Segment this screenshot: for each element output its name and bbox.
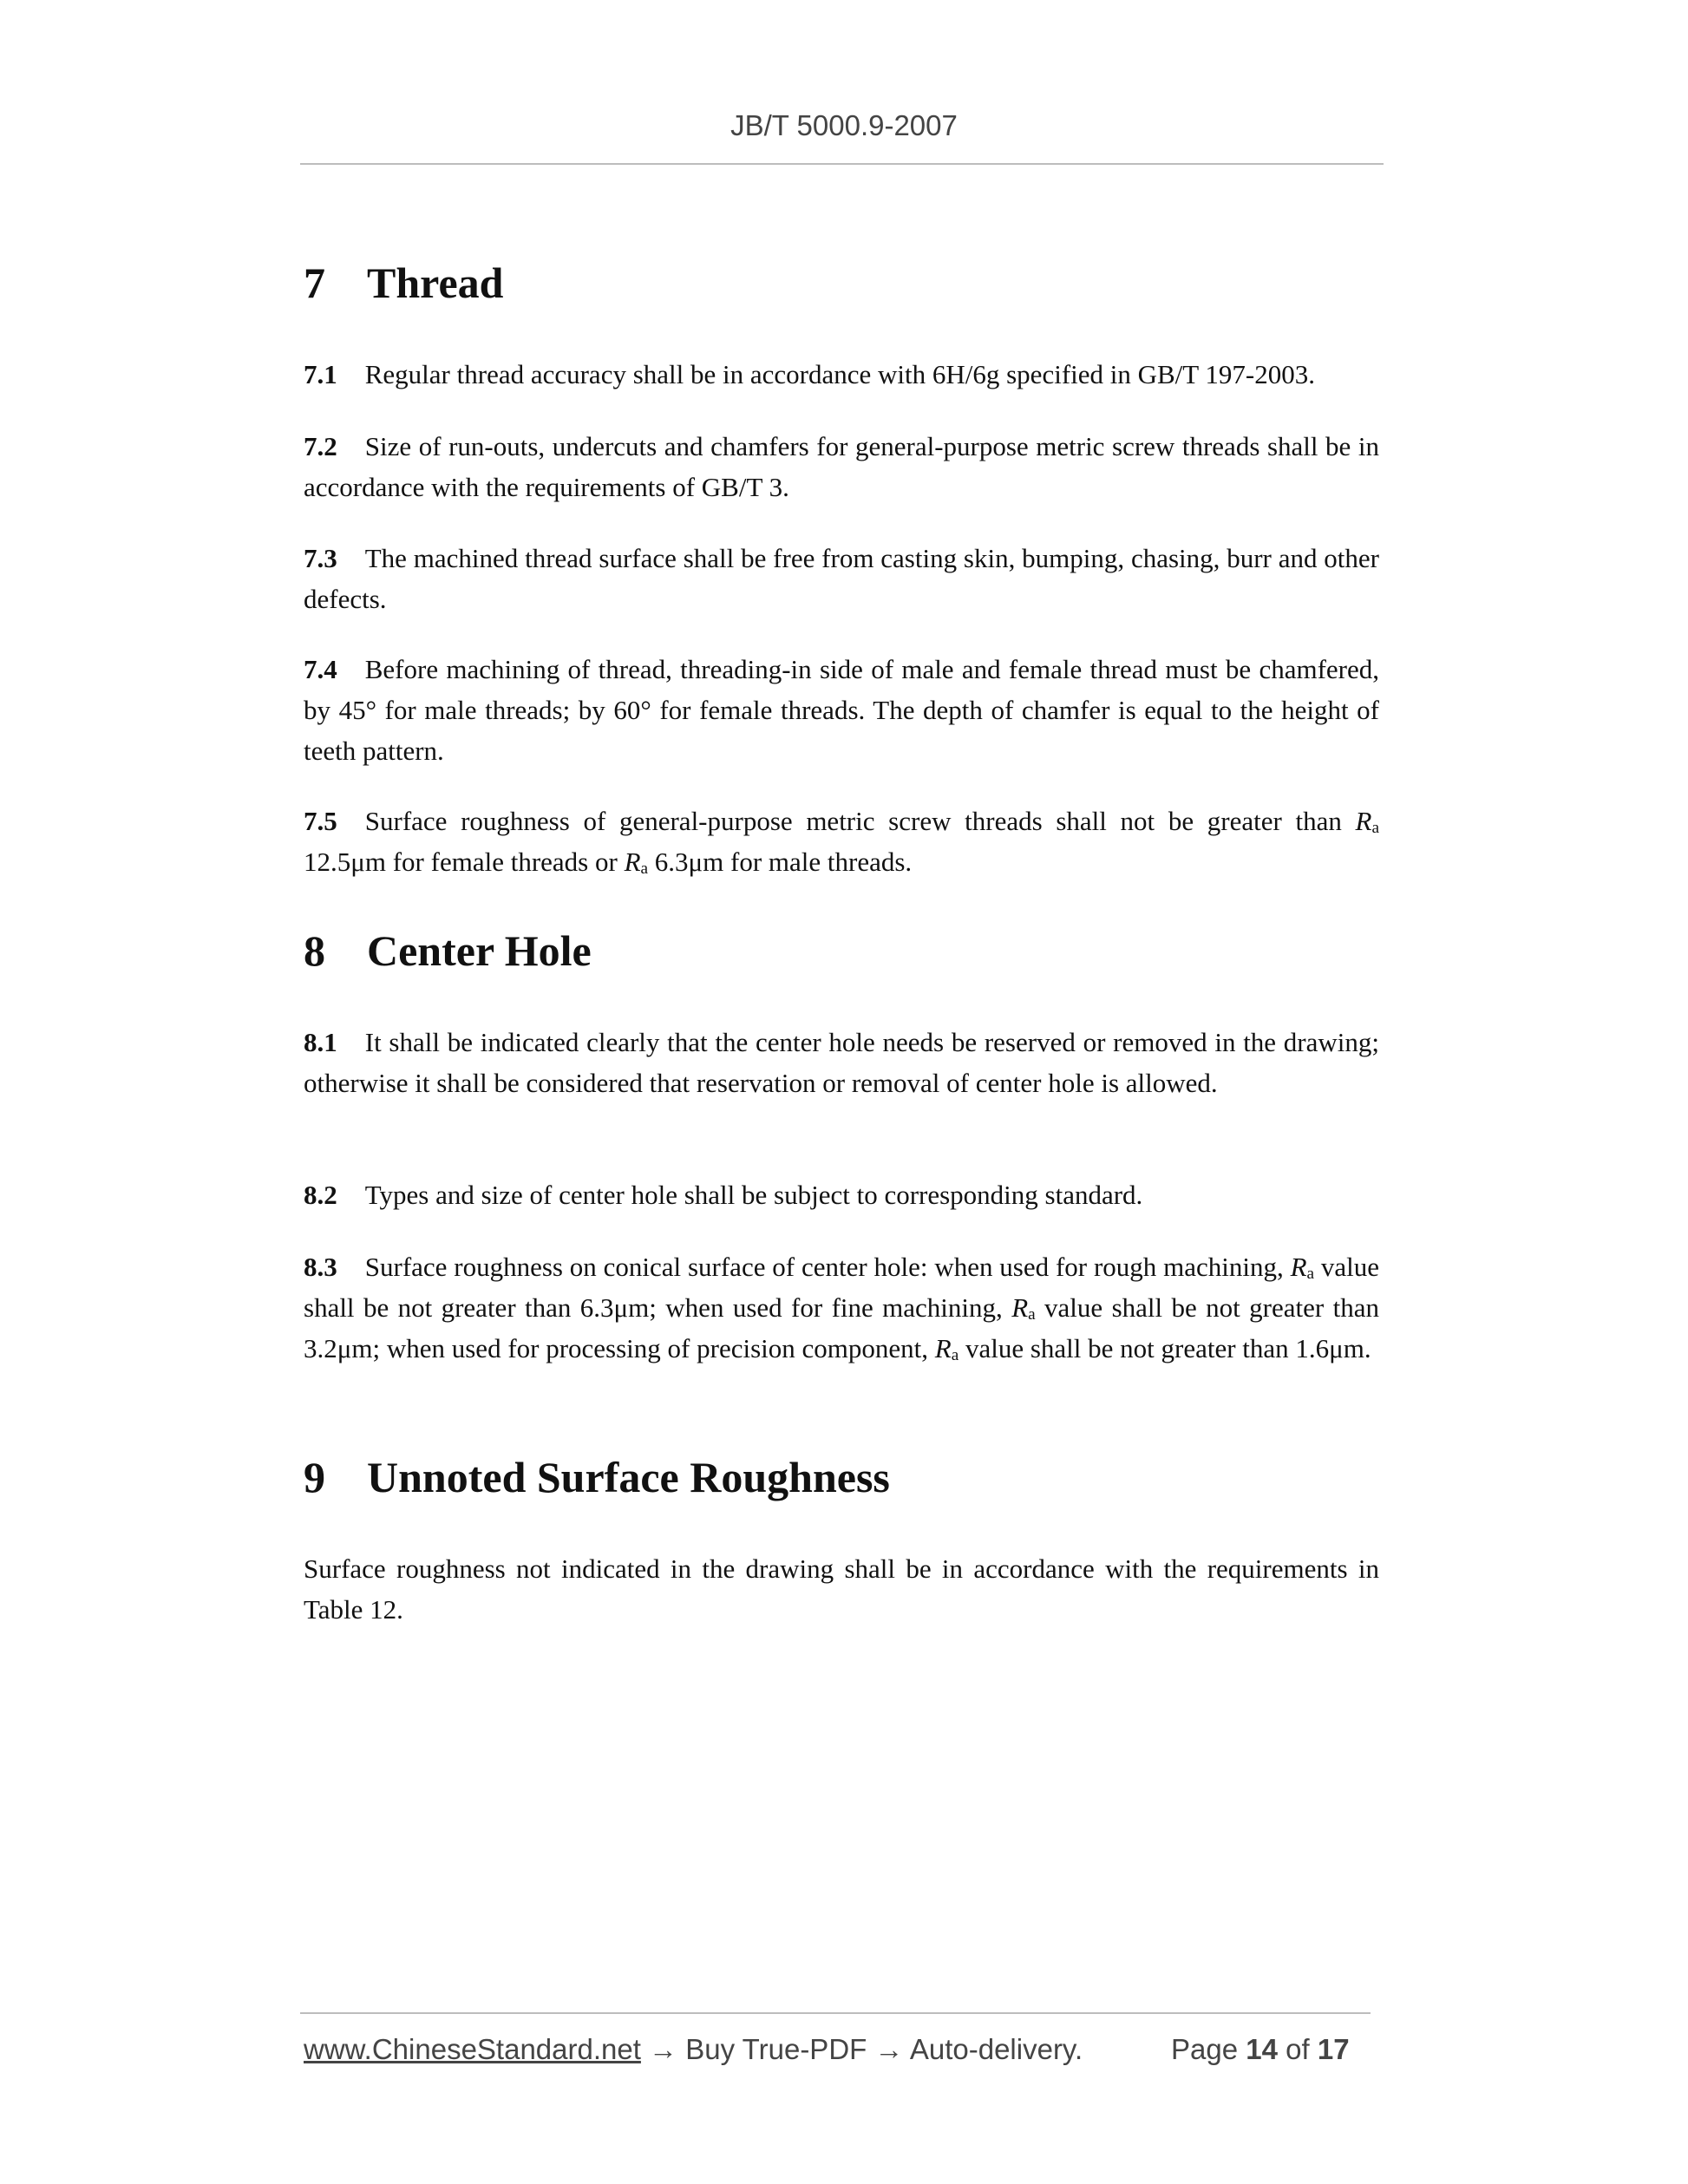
ra-symbol: $R_a$ xyxy=(934,1333,959,1364)
clause-text: value shall be not greater than 6.3μm; when used for fine machining, xyxy=(304,1252,1379,1323)
section-title: Unnoted Surface Roughness xyxy=(367,1453,890,1501)
ra-symbol: $R_a$ xyxy=(1290,1252,1315,1283)
ra-symbol: $R_a$ xyxy=(1355,806,1379,837)
clause-8-3 xyxy=(304,1246,1379,1369)
clause-number: 8.2 xyxy=(304,1180,337,1210)
page-of-label: of xyxy=(1286,2033,1310,2065)
section-title: Thread xyxy=(367,258,504,307)
clause-7-3 xyxy=(304,538,1379,619)
clause-number: 7.1 xyxy=(304,359,337,389)
section-9-heading xyxy=(304,1451,890,1503)
document-code-header: JB/T 5000.9-2007 xyxy=(730,109,958,141)
page-label: Page xyxy=(1171,2033,1239,2065)
clause-7-5 xyxy=(304,801,1379,882)
ra-symbol: $R_a$ xyxy=(624,847,649,878)
clause-7-1 xyxy=(304,354,1379,395)
clause-number: 8.3 xyxy=(304,1252,337,1282)
footer-divider xyxy=(300,2012,1371,2014)
clause-number: 7.5 xyxy=(304,806,337,836)
clause-text: Types and size of center hole shall be subject to corresponding standard. xyxy=(364,1180,1143,1210)
clause-number: 7.2 xyxy=(304,431,337,461)
section-number: 7 xyxy=(304,258,325,307)
clause-text: It shall be indicated clearly that the center hole needs be reserved or removed in the drawing; otherwise it shall be considered that reservation or removal of center hole is allowed. xyxy=(304,1027,1379,1098)
buy-true-pdf-text: Buy True-PDF xyxy=(685,2033,867,2065)
clause-number: 7.3 xyxy=(304,543,337,573)
clause-8-1 xyxy=(304,1022,1379,1103)
header-divider xyxy=(300,163,1384,165)
clause-text: Surface roughness of general-purpose metric screw threads shall not be greater than xyxy=(364,806,1356,836)
clause-text: 6.3μm for male threads. xyxy=(648,847,913,877)
arrow-right-icon: → xyxy=(649,2033,678,2065)
section-7-heading xyxy=(304,257,503,309)
page-current: 14 xyxy=(1246,2033,1278,2065)
section-title: Center Hole xyxy=(367,926,592,975)
clause-text: Surface roughness on conical surface of center hole: when used for rough machining, xyxy=(364,1252,1291,1282)
section-number: 8 xyxy=(304,926,325,975)
page-total: 17 xyxy=(1317,2033,1350,2065)
section-9-paragraph: Surface roughness not indicated in the drawing shall be in accordance with the requirements in Table 12. xyxy=(304,1553,1379,1625)
clause-text: value shall be not greater than 1.6μm. xyxy=(958,1333,1371,1363)
section-8-heading xyxy=(304,925,592,977)
clause-text: value shall be not greater than 3.2μm; when used for processing of precision component, xyxy=(304,1292,1379,1363)
clause-text: Size of run-outs, undercuts and chamfers for general-purpose metric screw threads shall be in accordance with the requirements of GB/T 3. xyxy=(304,431,1379,502)
auto-delivery-text: Auto-delivery. xyxy=(909,2033,1083,2065)
clause-text: Regular thread accuracy shall be in accordance with 6H/6g specified in GB/T 197-2003. xyxy=(364,359,1315,389)
section-number: 9 xyxy=(304,1453,325,1501)
clause-8-2 xyxy=(304,1174,1379,1215)
clause-number: 7.4 xyxy=(304,654,337,684)
chinesestandard-link[interactable]: www.ChineseStandard.net xyxy=(304,2033,641,2065)
clause-text: Before machining of thread, threading-in side of male and female thread must be chamfered, by 45° for male threads; by 60° for female threads. The depth of chamfer is equal to the height of teeth pattern. xyxy=(304,654,1379,766)
ra-symbol: $R_a$ xyxy=(1011,1292,1036,1324)
arrow-right-icon: → xyxy=(874,2033,904,2065)
clause-text: 12.5μm for female threads or xyxy=(304,847,625,877)
clause-7-4 xyxy=(304,649,1379,771)
clause-text: The machined thread surface shall be free from casting skin, bumping, chasing, burr and other defects. xyxy=(304,543,1379,614)
clause-number: 8.1 xyxy=(304,1027,337,1057)
footer-promo xyxy=(304,2033,1083,2066)
clause-7-2 xyxy=(304,426,1379,507)
page-counter xyxy=(1171,2033,1350,2066)
